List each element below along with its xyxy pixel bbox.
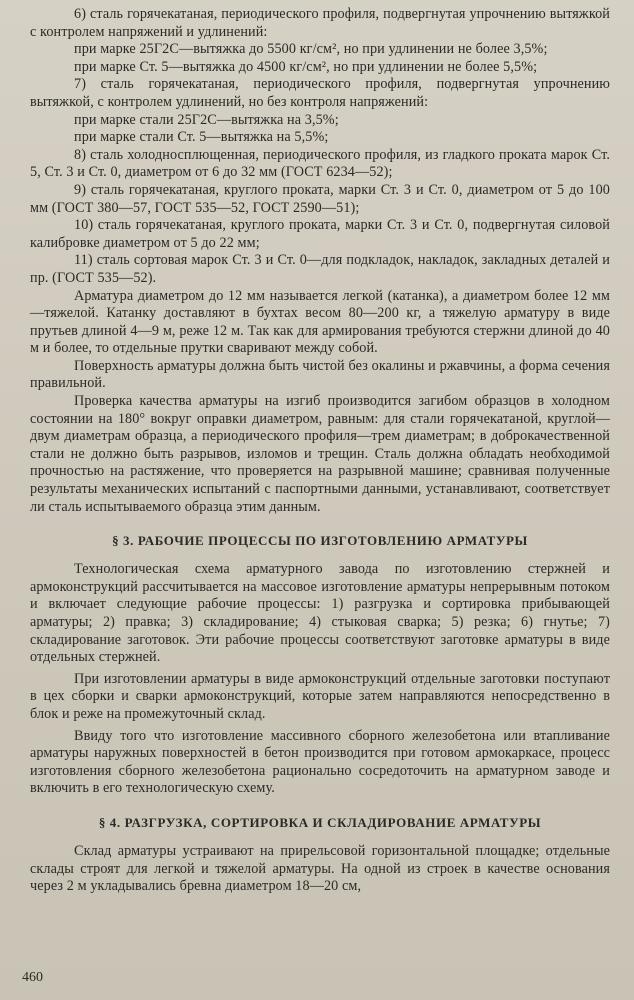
section-3-paragraph-3: Ввиду того что изготовление массивного сборного железобетона или втапливание арматуры наружных поверхностей в бетон производится при готовом армокаркасе, процесс изготовления сборного железобетона рационально сосредоточить на арматурном заводе и включить в его технологическую схему. — [30, 727, 610, 797]
paragraph-bend-test: Проверка качества арматуры на изгиб производится загибом образцов в холодном состоянии на 180° вокруг оправки диаметром, равным: для стали горячекатаной, круглой—двум диаметрам образца, а периодического профиля—трем диаметрам; в доброкачественной стали не должно быть разрывов, изломов и трещин. Сталь должна обладать необходимой прочностью на растяжение, что проверяется на разрывной машине; сравнивая полученные результаты механических испытаний с паспортными данными, устанавливают, соответствует ли сталь испытываемого образца этим данным. — [30, 393, 610, 515]
list-subitem-6a: при марке 25Г2С—вытяжка до 5500 кг/см², но при удлинении не более 3,5%; — [74, 41, 548, 58]
list-subitem-7a: при марке стали 25Г2С—вытяжка на 3,5%; — [74, 111, 339, 128]
body-text — [30, 6, 610, 896]
list-subitem-7b: при марке стали Ст. 5—вытяжка на 5,5%; — [74, 129, 329, 146]
list-item-7: 7) сталь горячекатаная, периодического профиля, подвергнутая упрочнению вытяжкой, с контролем удлинений, но без контроля напряжений: — [30, 76, 610, 110]
section-3-heading: § 3. РАБОЧИЕ ПРОЦЕССЫ ПО ИЗГОТОВЛЕНИЮ АРМАТУРЫ — [112, 533, 528, 549]
section-4-heading: § 4. РАЗГРУЗКА, СОРТИРОВКА И СКЛАДИРОВАНИЕ АРМАТУРЫ — [98, 814, 542, 830]
list-subitem-6b: при марке Ст. 5—вытяжка до 4500 кг/см², но при удлинении не более 5,5%; — [74, 58, 538, 75]
list-item-9: 9) сталь горячекатаная, круглого проката, марки Ст. 3 и Ст. 0, диаметром от 5 до 100 мм (ГОСТ 380—57, ГОСТ 535—52, ГОСТ 2590—51); — [30, 181, 610, 216]
list-item-6: 6) сталь горячекатаная, периодического профиля, подвергнутая упрочнению вытяжкой с контролем напряжений и удлинений: — [30, 6, 610, 40]
section-3-paragraph-2: При изготовлении арматуры в виде армоконструкций отдельные заготовки поступают в цех сборки и сварки армоконструкций, которые затем направляются непосредственно в блок и реже на промежуточный склад. — [30, 670, 610, 722]
paragraph-armature-diameter: Арматура диаметром до 12 мм называется легкой (катанка), а диаметром более 12 мм—тяжелой. Катанку доставляют в бухтах весом 80—200 кг, а тяжелую арматуру в виде прутьев длиной 4—9 м, реже 12 м. Так как для армирования требуются стержни длиной до 40 м и более, то отдельные прутки сваривают между собой. — [30, 287, 610, 357]
paragraph-surface: Поверхность арматуры должна быть чистой без окалины и ржавчины, а форма сечения правильной. — [30, 357, 610, 392]
section-3-paragraph-1: Технологическая схема арматурного завода по изготовлению стержней и армоконструкций рассчитывается на массовое изготовление арматуры непрерывным потоком и включает следующие рабочие процессы: 1) разгрузка и сортировка прибывающей арматуры; 2) правка; 3) складирование; 4) стыковая сварка; 5) резка; 6) гнутье; 7) складирование заготовок. Эти рабочие процессы соответствуют заготовке арматуры в виде отдельных стержней. — [30, 561, 610, 666]
page-number: 460 — [22, 970, 43, 985]
list-item-10: 10) сталь горячекатаная, круглого проката, марки Ст. 3 и Ст. 0, подвергнутая силовой калибровке диаметром от 5 до 22 мм; — [30, 217, 610, 251]
section-4-paragraph-1: Склад арматуры устраивают на прирельсовой горизонтальной площадке; отдельные склады строят для легкой и тяжелой арматуры. На одной из строек в качестве основания через 2 м укладывались бревна диаметром 18—20 см, — [30, 842, 610, 895]
list-item-11: 11) сталь сортовая марок Ст. 3 и Ст. 0—для подкладок, накладок, закладных деталей и пр. (ГОСТ 535—52). — [30, 252, 610, 286]
list-item-8: 8) сталь холодносплющенная, периодического профиля, из гладкого проката марок Ст. 5, Ст. 3 и Ст. 0, диаметром от 6 до 32 мм (ГОСТ 6234—52); — [30, 146, 610, 181]
